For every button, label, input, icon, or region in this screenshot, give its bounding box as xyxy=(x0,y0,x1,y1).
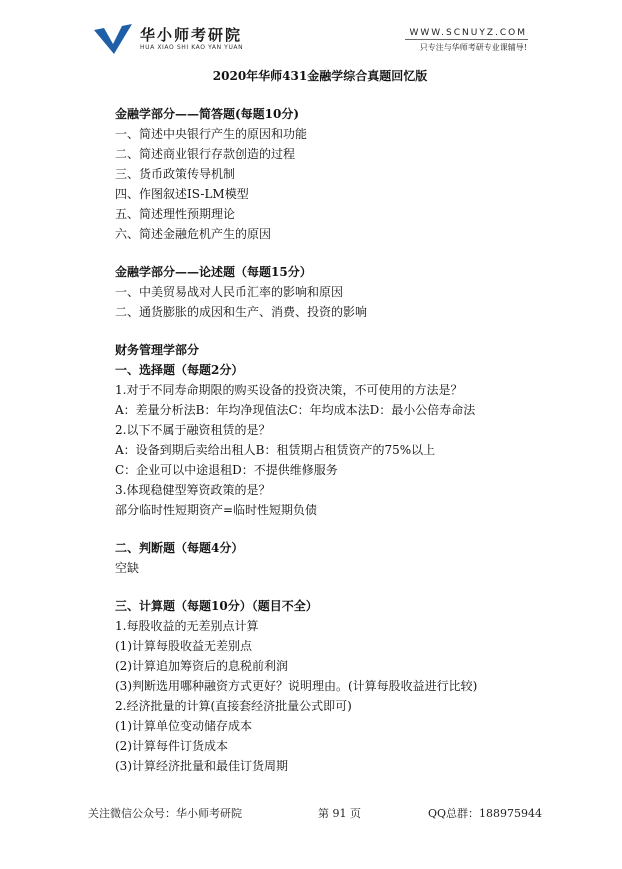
subsection-heading: 一、选择题（每题2分） xyxy=(115,363,244,377)
calc-item: (1)计算每股收益无差别点 xyxy=(115,639,252,653)
question-item: 一、中美贸易战对人民币汇率的影响和原因 xyxy=(115,285,344,299)
calc-item: 2.经济批量的计算(直接套经济批量公式即可) xyxy=(115,699,352,713)
footer-wechat: 关注微信公众号：华小师考研院 xyxy=(88,807,242,820)
question-item: 六、简述金融危机产生的原因 xyxy=(115,227,272,241)
brand-logo-icon xyxy=(92,22,134,56)
calc-item: 1.每股收益的无差别点计算 xyxy=(115,619,259,633)
question-item: 四、作图叙述IS-LM模型 xyxy=(115,187,249,201)
site-slogan: 只专注与华师考研专业课辅导! xyxy=(419,43,527,52)
site-url[interactable]: WWW.SCNUYZ.COM xyxy=(409,28,527,38)
calc-item: (3)判断选用哪种融资方式更好？说明理由。(计算每股收益进行比较) xyxy=(115,679,478,693)
question-item: 一、简述中央银行产生的原因和功能 xyxy=(115,127,308,141)
question-options: A：设备到期后卖给出租人B：租赁期占租赁资产的75%以上 xyxy=(115,443,436,457)
header-divider xyxy=(405,39,528,40)
question-answer: 部分临时性短期资产=临时性短期负债 xyxy=(115,503,318,517)
question-options: A：差量分析法B：年均净现值法C：年均成本法D：最小公倍寿命法 xyxy=(115,403,476,417)
page-footer xyxy=(0,805,622,825)
subsection-heading: 二、判断题（每题4分） xyxy=(115,541,244,555)
section-heading: 金融学部分——论述题（每题15分） xyxy=(115,265,312,279)
question-item: 二、通货膨胀的成因和生产、消费、投资的影响 xyxy=(115,305,368,319)
question-item: 3.体现稳健型筹资政策的是？ xyxy=(115,483,271,497)
subsection-body: 空缺 xyxy=(115,561,140,575)
document-body xyxy=(115,60,535,776)
calc-item: (3)计算经济批量和最佳订货周期 xyxy=(115,759,288,773)
calc-item: (1)计算单位变动储存成本 xyxy=(115,719,252,733)
document-title: 2020年华师431金融学综合真题回忆版 xyxy=(212,69,428,83)
question-item: 五、简述理性预期理论 xyxy=(115,207,236,221)
question-options: C：企业可以中途退租D：不提供维修服务 xyxy=(115,463,338,477)
question-item: 1.对于不同寿命期限的购买设备的投资决策，不可使用的方法是？ xyxy=(115,383,463,397)
calc-item: (2)计算每件订货成本 xyxy=(115,739,228,753)
subsection-heading: 三、计算题（每题10分）（题目不全） xyxy=(115,599,318,613)
section-heading: 金融学部分——简答题(每题10分) xyxy=(115,107,300,121)
page-header xyxy=(0,0,622,62)
section-heading: 财务管理学部分 xyxy=(115,343,200,357)
question-item: 三、货币政策传导机制 xyxy=(115,167,236,181)
question-item: 2.以下不属于融资租赁的是？ xyxy=(115,423,271,437)
brand-name: 华小师考研院 xyxy=(140,26,243,44)
page-number: 第 91 页 xyxy=(318,807,361,820)
calc-item: (2)计算追加筹资后的息税前利润 xyxy=(115,659,288,673)
question-item: 二、简述商业银行存款创造的过程 xyxy=(115,147,296,161)
brand-name-pinyin: HUA XIAO SHI KAO YAN YUAN xyxy=(140,44,244,51)
footer-qq-group: QQ总群：188975944 xyxy=(428,807,543,820)
